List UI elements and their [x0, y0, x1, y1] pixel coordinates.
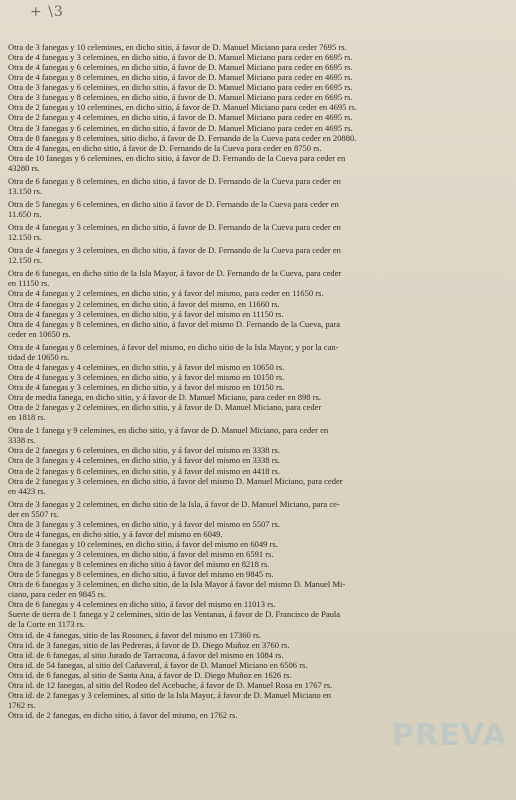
text-line: Otra de 4 fanegas y 3 celemines, en dicho sitio, á favor de D. Fernando de la Cueva para ceder en: [8, 245, 341, 256]
text-line: Otra id. de 12 fanegas, al sitio del Rodeo del Acebuche, á favor de D. Manuel Rosa en 1767 rs.: [8, 679, 333, 690]
text-line: Otra de 4 fanegas y 3 celemines, en dicho sitio, y á favor del mismo en 10150 rs.: [8, 371, 285, 382]
text-line: Otra de 4 fanegas y 8 celemines, en dicho sitio, á favor del mismo D. Fernando de la Cueva, para: [8, 318, 341, 329]
text-line: tidad de 10650 rs.: [8, 351, 70, 362]
text-line: 1762 rs.: [8, 699, 36, 710]
text-line: Otra id. de 3 fanegas, sitio de las Pedreras, á favor de D. Diego Muñoz en 3760 rs.: [8, 639, 290, 650]
text-line: Otra de 3 fanegas y 6 celemines, en dicho sitio, á favor de D. Manuel Miciano para ceder en 4695 rs.: [8, 122, 353, 133]
text-line: Otra id. de 54 fanegas, al sitio del Cañaveral, á favor de D. Manuel Miciano en 6506 rs.: [8, 659, 308, 670]
text-line: Otra de 4 fanegas y 2 celemines, en dicho sitio, á favor del mismo, en 11660 rs.: [8, 298, 280, 309]
text-line: Otra id. de 6 fanegas, al sitio Jurado de Tarracona, á favor del mismo en 1084 rs.: [8, 649, 284, 660]
text-line: Otra de 1 fanega y 9 celemines, en dicho sitio, y á favor de D. Manuel Miciano, para ceder en: [8, 425, 329, 436]
text-line: de la Corte en 1173 rs.: [8, 619, 86, 630]
text-line: Suerte de tierra de 1 fanega y 2 celemines, sitio de las Ventanas, á favor de D. Francisco de Paula: [8, 609, 341, 620]
text-line: 13.150 rs.: [8, 185, 42, 196]
handwritten-corner-mark: + \3: [30, 4, 64, 20]
text-line: Otra de 6 fanegas y 3 celemines, en dicho sitio, de la Isla Mayor á favor del mismo D. Manuel Mi-: [8, 579, 346, 590]
text-line: Otra de 8 fanegas y 8 celemines, sitio dicho, á favor de D. Fernando de la Cueva para ceder en 20880.: [8, 132, 357, 143]
text-line: Otra de 6 fanegas y 8 celemines, en dicho sitio, á favor de D. Fernando de la Cueva para ceder en: [8, 175, 341, 186]
text-line: Otra de 3 fanegas y 8 celemines en dicho sitio á favor del mismo en 8218 rs.: [8, 559, 270, 570]
text-line: Otra de 2 fanegas y 6 celemines, en dicho sitio, y á favor del mismo en 3338 rs.: [8, 445, 281, 456]
text-line: Otra de 4 fanegas y 8 celemines, en dicho sitio, á favor de D. Manuel Miciano para ceder en 4695 rs.: [8, 72, 353, 83]
text-line: 43280 rs.: [8, 162, 40, 173]
text-line: en 4423 rs.: [8, 485, 46, 496]
text-line: Otra de 4 fanegas, en dicho sitio, y á favor del mismo en 6049.: [8, 528, 223, 539]
text-line: Otra de 4 fanegas y 3 celemines, en dicho sitio, á favor del mismo en 6591 rs.: [8, 549, 274, 559]
text-line: Otra de 3 fanegas y 8 celemines, en dicho sitio, á favor de D. Manuel Miciano para ceder en 6695 rs.: [8, 92, 353, 103]
text-line: Otra id. de 4 fanegas, sitio de las Rosones, á favor del mismo en 17360 rs.: [8, 629, 262, 640]
text-line: Otra de media fanega, en dicho sitio, y á favor de D. Manuel Miciano, para ceder en 898 rs.: [8, 392, 322, 403]
text-line: Otra de 4 fanegas y 2 celemines, en dicho sitio, y á favor del mismo, para ceder en 11650 rs.: [8, 288, 324, 299]
text-line: Otra de 2 fanegas y 10 celemines, en dicho sitio, á favor de D. Manuel Miciano para ceder en 4695 rs.: [8, 102, 357, 113]
text-line: Otra de 5 fanegas y 6 celemines, en dicho sitio á favor de D. Fernando de la Cueva para ceder en: [8, 198, 339, 209]
text-line: 12.150 rs.: [8, 255, 42, 266]
text-line: Otra de 3 fanegas y 3 celemines, en dicho sitio, y á favor del mismo en 5507 rs.: [8, 518, 281, 529]
text-line: Otra de 4 fanegas, en dicho sitio, á favor de D. Fernando de la Cueva para ceder en 8750 rs.: [8, 142, 322, 153]
text-line: Otra de 2 fanegas y 3 celemines, en dicho sitio, á favor del mismo D. Manuel Miciano, para ceder: [8, 475, 343, 486]
text-line: Otra id. de 2 fanegas y 3 celemines, al sitio de la Isla Mayor, á favor de D. Manuel Miciano en: [8, 689, 331, 700]
text-line: Otra de 2 fanegas y 2 celemines, en dicho sitio, y á favor de D. Manuel Miciano, para ceder: [8, 402, 322, 413]
text-line: Otra de 4 fanegas y 6 celemines, en dicho sitio, á favor de D. Manuel Miciano para ceder en 6695 rs.: [8, 62, 353, 73]
watermark: PREVA: [392, 718, 507, 753]
text-line: Otra de 4 fanegas y 4 celemines, en dicho sitio, y á favor del mismo en 10650 rs.: [8, 361, 285, 372]
text-line: Otra de 4 fanegas y 8 celemines, á favor del mismo, en dicho sitio de la Isla Mayor, y por la can-: [8, 341, 339, 352]
text-line: en 11150 rs.: [8, 278, 50, 289]
text-line: Otra de 2 fanegas y 4 celemines, en dicho sitio, á favor de D. Manuel Miciano para ceder en 4695 rs.: [8, 112, 353, 123]
document-text-block: [8, 42, 508, 720]
text-line: Otra de 2 fanegas y 8 celemines, en dicho sitio, y á favor del mismo en 4418 rs.: [8, 465, 281, 476]
text-line: Otra de 5 fanegas y 8 celemines, en dicho sitio, á favor del mismo en 9845 rs.: [8, 569, 274, 580]
text-line: Otra de 3 fanegas y 2 celemines, en dicho sitio de la Isla, á favor de D. Manuel Miciano, para ce-: [8, 498, 340, 509]
text-line: ceder en 10650 rs.: [8, 328, 71, 339]
text-line: Otra de 3 fanegas y 10 celemines, en dicho sitio, á favor de D. Manuel Miciano para ceder 7695 rs.: [8, 42, 347, 52]
text-line: Otra de 6 fanegas y 4 celemines en dicho sitio, á favor del mismo en 11013 rs.: [8, 599, 276, 610]
text-line: Otra de 3 fanegas y 4 celemines, en dicho sitio, y á favor del mismo en 3338 rs.: [8, 455, 281, 466]
text-line: Otra de 10 fanegas y 6 celemines, en dicho sitio, á favor de D. Fernando de la Cueva para ceder en: [8, 152, 346, 163]
text-line: Otra de 3 fanegas y 6 celemines, en dicho sitio, á favor de D. Manuel Miciano para ceder en 6695 rs.: [8, 82, 353, 93]
text-line: 3338 rs.: [8, 435, 36, 446]
text-line: Otra de 4 fanegas y 3 celemines, en dicho sitio, á favor de D. Fernando de la Cueva para ceder en: [8, 222, 341, 233]
text-line: Otra id. de 6 fanegas, al sitio de Santa Ana, á favor de D. Diego Muñoz en 1626 rs.: [8, 669, 292, 680]
text-line: der en 5507 rs.: [8, 508, 59, 519]
text-line: Otra id. de 2 fanegas, en dicho sitio, á favor del mismo, en 1762 rs.: [8, 710, 238, 720]
text-line: Otra de 4 fanegas y 3 celemines, en dicho sitio, y á favor del mismo en 11150 rs.: [8, 308, 284, 319]
text-line: en 1818 rs.: [8, 412, 46, 423]
text-line: 12.150 rs.: [8, 232, 42, 243]
text-line: Otra de 4 fanegas y 3 celemines, en dicho sitio, á favor de D. Manuel Miciano para ceder en 6695 rs.: [8, 52, 353, 63]
text-line: 11.650 rs.: [8, 209, 42, 219]
text-line: Otra de 4 fanegas y 3 celemines, en dicho sitio, y á favor del mismo en 10150 rs.: [8, 382, 285, 392]
text-line: Otra de 3 fanegas y 10 celemines, en dicho sitio, á favor del mismo en 6049 rs.: [8, 538, 278, 549]
text-line: ciano, para ceder en 9845 rs.: [8, 589, 107, 600]
text-line: Otra de 6 fanegas, en dicho sitio de la Isla Mayor, á favor de D. Fernando de la Cueva, para ceder: [8, 268, 342, 279]
